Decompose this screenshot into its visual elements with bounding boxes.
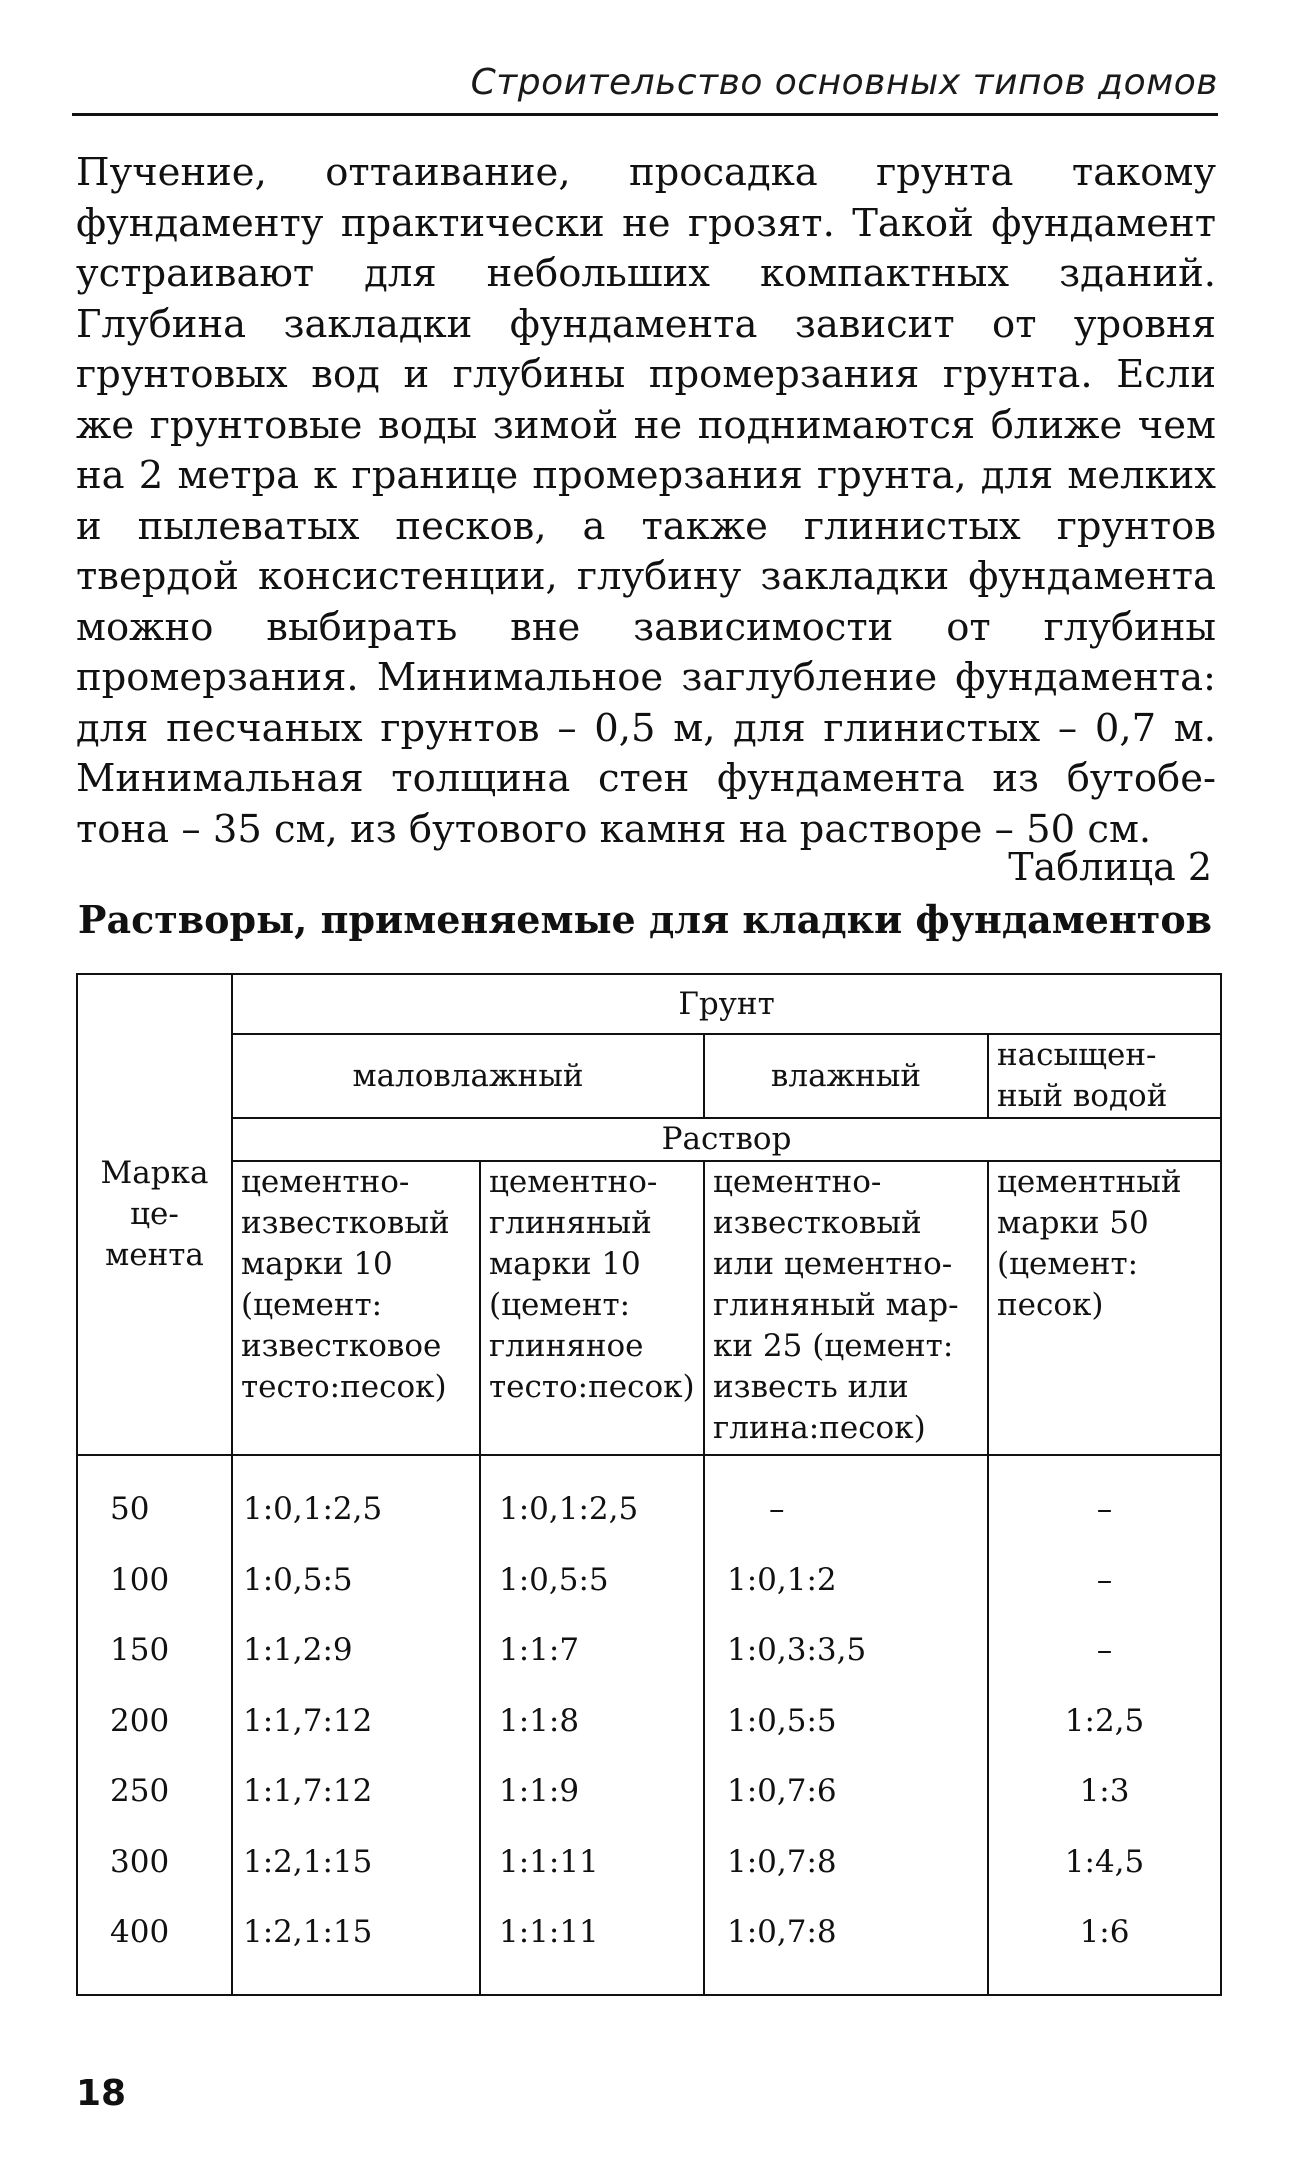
cement-clay-column <box>480 1455 704 1995</box>
table-cell: 1:0,5:5 <box>243 1561 353 1598</box>
running-head: Строительство основных типов домов <box>470 62 1218 103</box>
table-title: Растворы, применяемые для кладки фундаментов <box>77 897 1213 942</box>
table-cell: 1:2,5 <box>1064 1702 1145 1739</box>
table-cell: 1:4,5 <box>1064 1843 1145 1880</box>
ground-header: Грунт <box>232 974 1221 1034</box>
ground-low-moisture: маловлажный <box>232 1034 704 1118</box>
header-rule <box>72 113 1218 116</box>
table-cell: 150 <box>110 1632 170 1668</box>
table-cell: – <box>1096 1491 1113 1527</box>
mortar-table <box>76 973 1222 1996</box>
table-label: Таблица 2 <box>1008 845 1212 889</box>
mortar-cement-clay: цементно-глиняный марки 10 (цемент: глиняное тесто:песок) <box>480 1161 704 1455</box>
table-cell: 1:0,1:2,5 <box>499 1491 639 1527</box>
table-cell: 1:0,1:2,5 <box>243 1491 383 1527</box>
table-cell: 1:0,3:3,5 <box>727 1632 867 1668</box>
mortar-cement-lime-or-clay: цементно-известковый или цементно-глиняный мар-ки 25 (цемент: известь или глина:песок) <box>704 1161 988 1455</box>
table-cell: – <box>1096 1632 1113 1668</box>
table-cell: 250 <box>110 1773 170 1809</box>
table-cell: 1:1:11 <box>499 1914 599 1950</box>
table-cell: 1:0,5:5 <box>499 1561 609 1598</box>
table-cell: 300 <box>110 1843 170 1880</box>
table-cell: 50 <box>110 1491 150 1527</box>
table-cell: 1:6 <box>1079 1914 1130 1950</box>
table-cell: 1:1,7:12 <box>243 1773 373 1809</box>
table-cell: – <box>769 1491 785 1527</box>
page-number: 18 <box>76 2073 127 2114</box>
table-cell: 1:1:8 <box>499 1702 580 1739</box>
mortar-cement-lime: цементно-известковый марки 10 (цемент: известковое тесто:песок) <box>232 1161 480 1455</box>
table-cell: 1:2,1:15 <box>243 1914 373 1950</box>
mortar-header: Раствор <box>232 1118 1221 1161</box>
table-cell: 1:0,7:6 <box>727 1773 837 1809</box>
ground-saturated: насыщен-ный водой <box>988 1034 1221 1118</box>
table-cell: 1:0,7:8 <box>727 1914 837 1950</box>
table-cell: 100 <box>110 1561 170 1598</box>
table-cell: 1:0,1:2 <box>727 1561 837 1598</box>
table-cell: – <box>1096 1561 1113 1598</box>
body-paragraph: Пучение, оттаивание, просадка грунта такому фундаменту практически не грозят. Такой фундамент устраивают для небольших компактных зданий. Глубина закладки фундамента зависит от уровня грунтовых вод и глубины промерзания грунта. Если же грунтовые воды зимой не поднимаются ближе чем на 2 метра к границе промерзания грунта, для мелких и пылеватых песков, а также глинистых грунтов твердой консистенции, глубину закладки фундамента можно выбирать вне зависимости от глубины промерзания. Минимальное заглубление фундамента: для песчаных грунтов – 0,5 м, для глинистых – 0,7 м. Минимальная толщина стен фундамента из бутобетона – 35 см, из бутового камня на растворе – 50 см. <box>76 150 1216 852</box>
table-cell: 1:1:9 <box>499 1773 580 1809</box>
table-cell: 1:1,7:12 <box>243 1702 373 1739</box>
table-cell: 1:0,7:8 <box>727 1843 837 1880</box>
mortar-cement: цементный марки 50 (цемент: песок) <box>988 1161 1221 1455</box>
table-cell: 1:3 <box>1079 1773 1130 1809</box>
cement-grade-header: Марка це-мента <box>77 974 232 1455</box>
ground-moist: влажный <box>704 1034 988 1118</box>
table-cell: 400 <box>110 1914 170 1950</box>
table-cell: 1:0,5:5 <box>727 1702 837 1739</box>
cement-column <box>988 1455 1221 1995</box>
cement-lime-column <box>232 1455 480 1995</box>
table-cell: 200 <box>110 1702 170 1739</box>
grade-column <box>77 1455 232 1995</box>
table-cell: 1:2,1:15 <box>243 1843 373 1880</box>
table-cell: 1:1:11 <box>499 1843 599 1880</box>
cement-lime-or-clay-column <box>704 1455 988 1995</box>
table-cell: 1:1,2:9 <box>243 1632 353 1668</box>
table-cell: 1:1:7 <box>499 1632 580 1668</box>
